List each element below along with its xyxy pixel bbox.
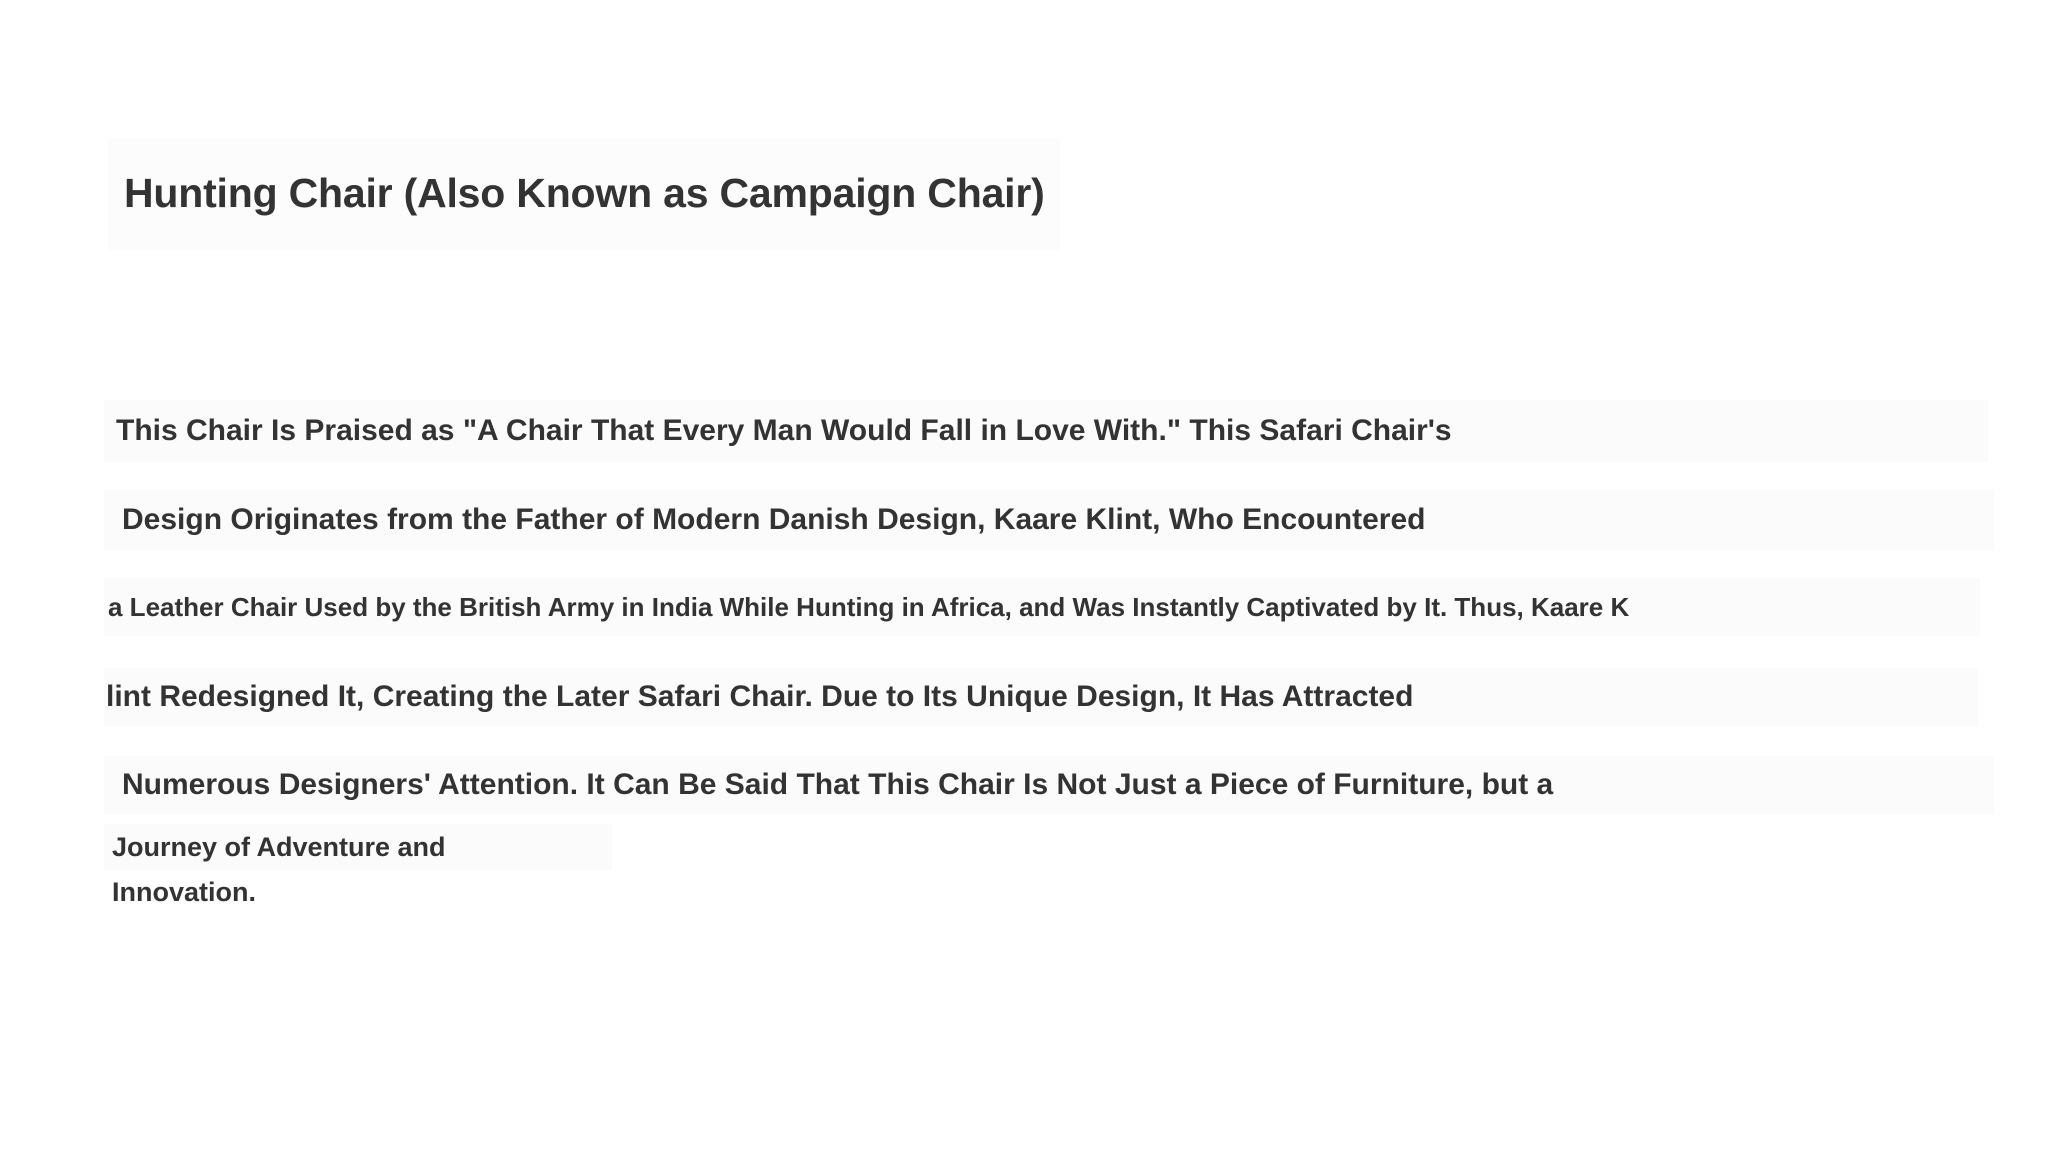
body-line: This Chair Is Praised as "A Chair That Every Man Would Fall in Love With." This Safari Chair's — [104, 400, 1988, 462]
page-title: Hunting Chair (Also Known as Campaign Chair) — [124, 170, 1045, 217]
document-title-block — [108, 138, 1060, 250]
body-line: a Leather Chair Used by the British Army in India While Hunting in Africa, and Was Instantly Captivated by It. Thus, Kaare K — [104, 578, 1980, 636]
body-line: Numerous Designers' Attention. It Can Be Said That This Chair Is Not Just a Piece of Furniture, but a — [104, 756, 1994, 814]
body-line: Design Originates from the Father of Modern Danish Design, Kaare Klint, Who Encountered — [104, 490, 1994, 550]
body-line: Journey of Adventure and — [104, 824, 612, 870]
document-body — [0, 400, 2048, 914]
body-line: lint Redesigned It, Creating the Later Safari Chair. Due to Its Unique Design, It Has Attracted — [104, 668, 1978, 726]
body-line: Innovation. — [104, 870, 612, 914]
